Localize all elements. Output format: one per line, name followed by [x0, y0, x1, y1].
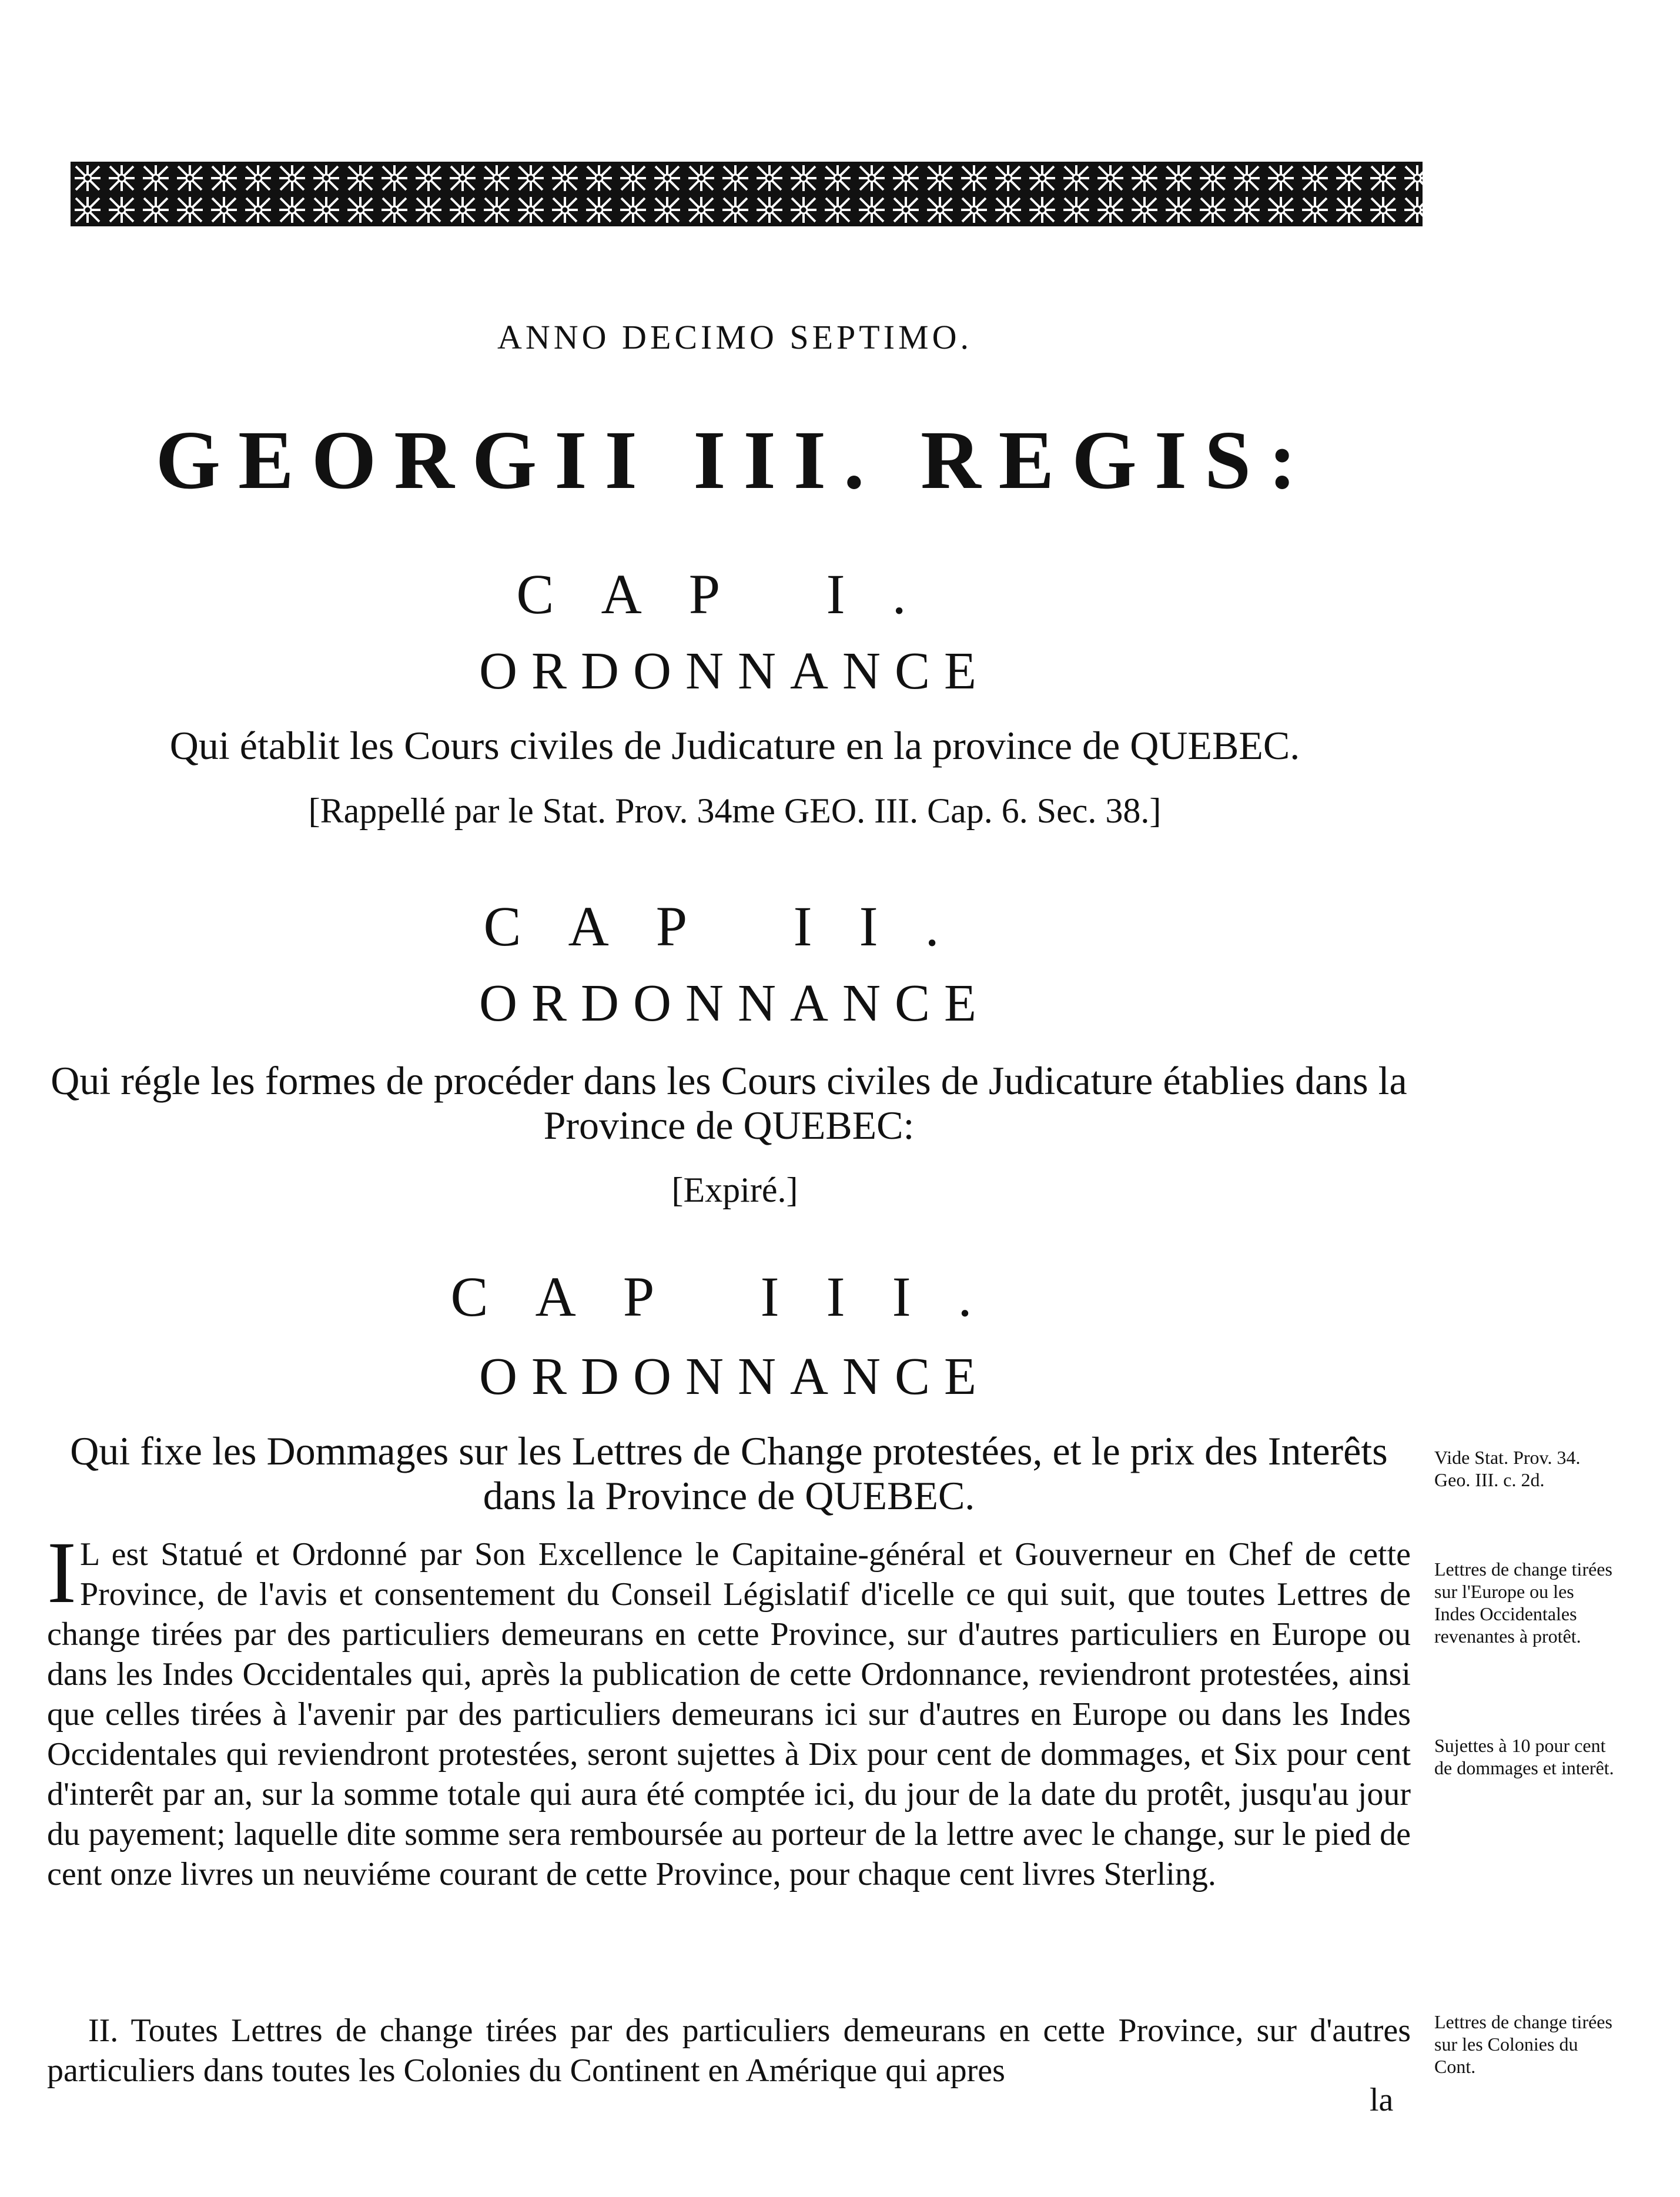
- ornament-motif: [347, 197, 373, 223]
- ornament-motif: [1234, 197, 1260, 223]
- chapter-3-ordonnance: ORDONNANCE: [479, 1347, 990, 1406]
- ornament-motif: [859, 165, 885, 191]
- ornament-motif: [791, 165, 816, 191]
- ornament-motif: [245, 197, 271, 223]
- paragraph-1-text: L est Statué et Ordonné par Son Excellence le Capitaine-général et Gouverneur en Chef de cette Province, de l'avis et consentement du Conseil Législatif d'icelle ce qui suit, que toutes Lettres de change tirées par des particuliers demeurans en cette Province, sur d'autres particuliers en Europe ou dans les Indes Occidentales qui, après la publication de cette Ordonnance, reviendront protestées, ainsi que celles tirées à l'avenir par des particuliers demeurans ici sur d'autres en Europe ou dans les Indes Occidentales qui reviendront protestées, seront sujettes à Dix pour cent de dommages, et Six pour cent d'interêt par an, sur la somme totale qui aura été comptée ici, du jour de la date du protêt, jusqu'au jour du payement; laquelle dite somme sera remboursée au porteur de la lettre avec le change, sur le pied de cent onze livres un neuviéme courant de cette Province, pour chaque cent livres Sterling.: [47, 1536, 1411, 1892]
- ornament-motif: [1302, 165, 1328, 191]
- ornament-motif: [177, 165, 203, 191]
- ornament-motif: [654, 165, 680, 191]
- ornament-motif: [381, 165, 407, 191]
- ornament-motif: [109, 165, 135, 191]
- paragraph-2: II. Toutes Lettres de change tirées par des particuliers demeurans en cette Province, sur d'autres particuliers dans toutes les Colonies du Continent en Amérique qui apres: [47, 2012, 1411, 2089]
- ornament-motif: [654, 197, 680, 223]
- ornament-motif: [518, 197, 544, 223]
- ornament-motif: [825, 165, 851, 191]
- ornament-motif: [1029, 197, 1055, 223]
- ornament-motif: [518, 165, 544, 191]
- ornament-motif: [859, 197, 885, 223]
- ornament-motif: [552, 165, 578, 191]
- ornament-motif: [1166, 165, 1192, 191]
- ornament-motif: [416, 165, 441, 191]
- ornament-pattern: [71, 162, 1423, 226]
- ornament-motif: [450, 165, 476, 191]
- ornament-motif: [586, 165, 612, 191]
- ornament-motif: [1063, 197, 1089, 223]
- ornament-motif: [177, 197, 203, 223]
- ornament-motif: [688, 165, 714, 191]
- ornament-motif: [1370, 197, 1396, 223]
- chapter-2-heading: CAP II.: [483, 895, 986, 958]
- chapter-1-heading: CAP I.: [516, 563, 953, 626]
- margin-note-lettres-europe: Lettres de change tirées sur l'Europe ou les Indes Occidentales revenantes à protêt.: [1434, 1559, 1612, 1647]
- ornament-motif: [893, 165, 919, 191]
- chapter-1-ordonnance: ORDONNANCE: [479, 642, 990, 700]
- ornament-motif: [347, 165, 373, 191]
- catchword: la: [1370, 2082, 1394, 2118]
- ornament-motif: [1302, 197, 1328, 223]
- ornament-motif: [1336, 197, 1362, 223]
- ornament-motif: [893, 197, 919, 223]
- chapter-2-note: [Expiré.]: [671, 1171, 798, 1209]
- ornament-motif: [757, 197, 782, 223]
- ornament-motif: [1132, 197, 1157, 223]
- ornament-motif: [416, 197, 441, 223]
- chapter-1-note: [Rappellé par le Stat. Prov. 34me GEO. III. Cap. 6. Sec. 38.]: [308, 791, 1162, 830]
- ornament-motif: [1234, 165, 1260, 191]
- drop-cap: I: [47, 1524, 76, 1621]
- anno-heading: ANNO DECIMO SEPTIMO.: [497, 318, 972, 356]
- ornament-motif: [313, 165, 339, 191]
- ornament-motif: [552, 197, 578, 223]
- chapter-2-title: Qui régle les formes de procéder dans les Cours civiles de Judicature établies dans la Province de QUEBEC:: [51, 1058, 1407, 1148]
- ornament-motif: [1097, 165, 1123, 191]
- ornament-motif: [143, 165, 169, 191]
- ornament-motif: [961, 197, 987, 223]
- ornament-motif: [688, 197, 714, 223]
- ornament-motif: [757, 165, 782, 191]
- ornament-motif: [1132, 165, 1157, 191]
- ornamental-border: [71, 162, 1423, 226]
- chapter-3-title: Qui fixe les Dommages sur les Lettres de Change protestées, et le prix des Interêts dans la Province de QUEBEC.: [70, 1429, 1388, 1518]
- ornament-motif: [450, 197, 476, 223]
- margin-note-vide: Vide Stat. Prov. 34. Geo. III. c. 2d.: [1434, 1447, 1581, 1490]
- ornament-motif: [1336, 165, 1362, 191]
- ornament-motif: [722, 165, 748, 191]
- ornament-motif: [1370, 165, 1396, 191]
- chapter-3-heading: CAP III.: [450, 1265, 1019, 1328]
- ornament-motif: [1404, 197, 1423, 223]
- ornament-motif: [927, 197, 953, 223]
- margin-note-lettres-colonies: Lettres de change tirées sur les Colonies du Cont.: [1434, 2011, 1612, 2077]
- ornament-motif: [211, 165, 237, 191]
- ornament-motif: [75, 165, 101, 191]
- ornament-motif: [586, 197, 612, 223]
- ornament-motif: [995, 165, 1021, 191]
- ornament-motif: [825, 197, 851, 223]
- ornament-motif: [1268, 197, 1294, 223]
- ornament-motif: [109, 197, 135, 223]
- ornament-motif: [211, 197, 237, 223]
- ornament-motif: [484, 165, 510, 191]
- ornament-motif: [1200, 165, 1226, 191]
- ornament-motif: [1166, 197, 1192, 223]
- ornament-motif: [620, 197, 646, 223]
- chapter-1-title: Qui établit les Cours civiles de Judicature en la province de QUEBEC.: [169, 723, 1300, 768]
- ornament-motif: [927, 165, 953, 191]
- ornament-motif: [279, 165, 305, 191]
- ornament-motif: [313, 197, 339, 223]
- ornament-motif: [484, 197, 510, 223]
- ornament-motif: [1404, 165, 1423, 191]
- ornament-motif: [143, 197, 169, 223]
- ornament-motif: [722, 197, 748, 223]
- ornament-motif: [961, 165, 987, 191]
- chapter-2-ordonnance: ORDONNANCE: [479, 974, 990, 1032]
- regis-heading: GEORGII III. REGIS:: [155, 413, 1314, 506]
- ornament-motif: [381, 197, 407, 223]
- ornament-motif: [1029, 165, 1055, 191]
- ornament-motif: [620, 165, 646, 191]
- ornament-motif: [1200, 197, 1226, 223]
- margin-note-sujettes: Sujettes à 10 pour cent de dommages et interêt.: [1434, 1735, 1614, 1778]
- ornament-motif: [245, 165, 271, 191]
- ornament-motif: [791, 197, 816, 223]
- ornament-motif: [1097, 197, 1123, 223]
- ornament-motif: [1268, 165, 1294, 191]
- ornament-motif: [1063, 165, 1089, 191]
- paragraph-1: [47, 1524, 1411, 1894]
- ornament-motif: [75, 197, 101, 223]
- ornament-motif: [995, 197, 1021, 223]
- ornament-motif: [279, 197, 305, 223]
